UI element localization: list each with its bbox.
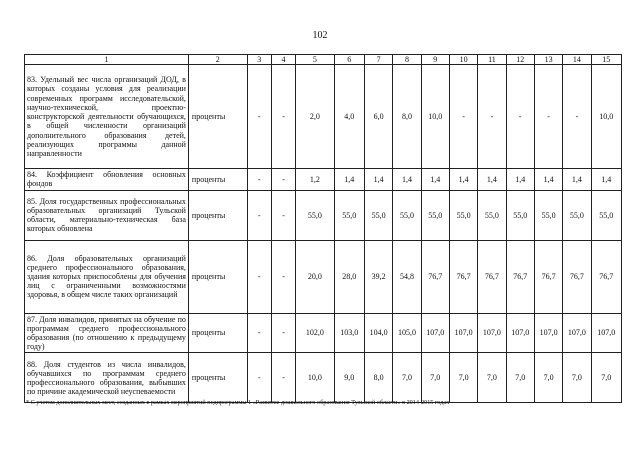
header-cell: 4 — [271, 55, 295, 65]
value-cell: 107,0 — [421, 313, 449, 353]
value-cell: 55,0 — [334, 190, 364, 240]
footnote: * С учетом дополнительных мест, созданных в рамках мероприятий подпрограммы 1 «Развитие дошкольного образования Тульской области» в 2014-2015 годах — [26, 399, 450, 406]
value-cell: - — [247, 190, 271, 240]
indicator-cell: 86. Доля образовательных организаций среднего профессионального образования, здания которых приспособлены для обучения лиц с ограниченными возможностями здоровья, в общем числе таких организаций — [25, 240, 189, 313]
value-cell: 1,4 — [591, 169, 621, 190]
value-cell: 1,4 — [534, 169, 562, 190]
value-cell: 1,4 — [478, 169, 506, 190]
header-cell: 3 — [247, 55, 271, 65]
value-cell: 1,4 — [563, 169, 591, 190]
value-cell: 10,0 — [591, 65, 621, 169]
value-cell: 55,0 — [296, 190, 334, 240]
value-cell: - — [449, 65, 477, 169]
unit-cell: проценты — [188, 65, 247, 169]
value-cell: - — [247, 169, 271, 190]
header-cell: 12 — [506, 55, 534, 65]
value-cell: - — [271, 169, 295, 190]
value-cell: 7,0 — [393, 353, 421, 403]
header-cell: 14 — [563, 55, 591, 65]
indicator-cell: 83. Удельный вес числа организаций ДОД, в которых созданы условия для реализации современных программ исследовательской, научно-технической, проектно-конструкторской деятельности обучающихся, в общей численности организаций дополнительного образования детей, реализующих программы данной направленности — [25, 65, 189, 169]
header-cell: 13 — [534, 55, 562, 65]
value-cell: 105,0 — [393, 313, 421, 353]
value-cell: - — [271, 65, 295, 169]
value-cell: 7,0 — [421, 353, 449, 403]
value-cell: 107,0 — [591, 313, 621, 353]
value-cell: 10,0 — [421, 65, 449, 169]
value-cell: 54,8 — [393, 240, 421, 313]
value-cell: 76,7 — [534, 240, 562, 313]
header-cell: 5 — [296, 55, 334, 65]
value-cell: 104,0 — [364, 313, 392, 353]
value-cell: 20,0 — [296, 240, 334, 313]
value-cell: 55,0 — [563, 190, 591, 240]
value-cell: 55,0 — [393, 190, 421, 240]
value-cell: 4,0 — [334, 65, 364, 169]
value-cell: 1,2 — [296, 169, 334, 190]
value-cell: 55,0 — [478, 190, 506, 240]
value-cell: 76,7 — [449, 240, 477, 313]
value-cell: - — [271, 313, 295, 353]
indicator-cell: 84. Коэффициент обновления основных фондов — [25, 169, 189, 190]
header-cell: 2 — [188, 55, 247, 65]
value-cell: - — [478, 65, 506, 169]
header-cell: 8 — [393, 55, 421, 65]
unit-cell: проценты — [188, 313, 247, 353]
page-number: 102 — [312, 30, 328, 41]
value-cell: - — [563, 65, 591, 169]
table-row — [25, 65, 622, 169]
value-cell: 76,7 — [421, 240, 449, 313]
value-cell: 1,4 — [421, 169, 449, 190]
header-cell: 11 — [478, 55, 506, 65]
value-cell: 55,0 — [534, 190, 562, 240]
indicator-cell: 88. Доля студентов из числа инвалидов, обучавшихся по программам среднего профессионального образования, выбывших по причине академической неуспеваемости — [25, 353, 189, 403]
header-cell: 9 — [421, 55, 449, 65]
value-cell: 76,7 — [591, 240, 621, 313]
value-cell: 2,0 — [296, 65, 334, 169]
value-cell: 103,0 — [334, 313, 364, 353]
value-cell: 10,0 — [296, 353, 334, 403]
value-cell: 107,0 — [506, 313, 534, 353]
indicators-table — [24, 54, 622, 403]
value-cell: 1,4 — [334, 169, 364, 190]
value-cell: - — [247, 240, 271, 313]
table-row — [25, 353, 622, 403]
value-cell: 55,0 — [591, 190, 621, 240]
unit-cell: проценты — [188, 240, 247, 313]
value-cell: 7,0 — [506, 353, 534, 403]
value-cell: 1,4 — [364, 169, 392, 190]
value-cell: 107,0 — [478, 313, 506, 353]
value-cell: 1,4 — [449, 169, 477, 190]
value-cell: 7,0 — [563, 353, 591, 403]
value-cell: 6,0 — [364, 65, 392, 169]
value-cell: 76,7 — [478, 240, 506, 313]
header-cell: 6 — [334, 55, 364, 65]
value-cell: - — [247, 353, 271, 403]
header-cell: 7 — [364, 55, 392, 65]
value-cell: - — [247, 65, 271, 169]
value-cell: 7,0 — [591, 353, 621, 403]
value-cell: - — [271, 190, 295, 240]
table-row — [25, 240, 622, 313]
value-cell: - — [271, 353, 295, 403]
value-cell: 7,0 — [449, 353, 477, 403]
table-row — [25, 169, 622, 190]
header-cell: 15 — [591, 55, 621, 65]
value-cell: 9,0 — [334, 353, 364, 403]
header-cell: 1 — [25, 55, 189, 65]
value-cell: 55,0 — [421, 190, 449, 240]
value-cell: 55,0 — [506, 190, 534, 240]
value-cell: 76,7 — [506, 240, 534, 313]
indicator-cell: 85. Доля государственных профессиональных образовательных организаций Тульской области, материально-техническая база которых обновлена — [25, 190, 189, 240]
value-cell: 1,4 — [393, 169, 421, 190]
value-cell: 8,0 — [393, 65, 421, 169]
value-cell: - — [506, 65, 534, 169]
value-cell: 28,0 — [334, 240, 364, 313]
value-cell: 7,0 — [478, 353, 506, 403]
value-cell: - — [247, 313, 271, 353]
value-cell: - — [534, 65, 562, 169]
value-cell: 107,0 — [449, 313, 477, 353]
value-cell: 107,0 — [534, 313, 562, 353]
table-row — [25, 313, 622, 353]
value-cell: 55,0 — [364, 190, 392, 240]
table-row — [25, 190, 622, 240]
value-cell: 39,2 — [364, 240, 392, 313]
value-cell: 8,0 — [364, 353, 392, 403]
value-cell: 55,0 — [449, 190, 477, 240]
unit-cell: проценты — [188, 169, 247, 190]
value-cell: 102,0 — [296, 313, 334, 353]
unit-cell: проценты — [188, 353, 247, 403]
unit-cell: проценты — [188, 190, 247, 240]
value-cell: 7,0 — [534, 353, 562, 403]
indicator-cell: 87. Доля инвалидов, принятых на обучение по программам среднего профессионального образования (по отношению к предыдущему году) — [25, 313, 189, 353]
value-cell: 1,4 — [506, 169, 534, 190]
value-cell: 107,0 — [563, 313, 591, 353]
value-cell: - — [271, 240, 295, 313]
header-cell: 10 — [449, 55, 477, 65]
header-row — [25, 55, 622, 65]
value-cell: 76,7 — [563, 240, 591, 313]
